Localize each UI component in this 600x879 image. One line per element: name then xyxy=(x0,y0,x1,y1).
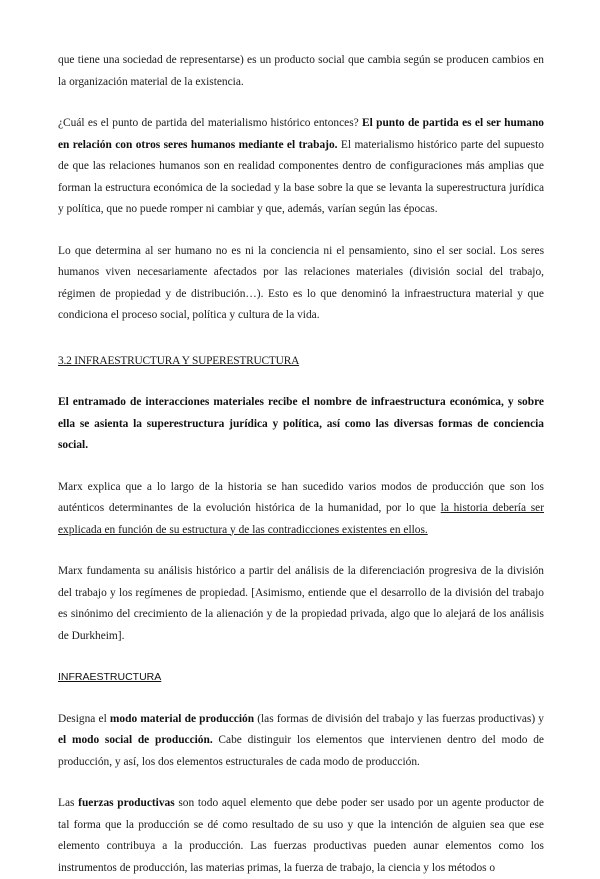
paragraph-infrastructure-definition xyxy=(58,392,544,457)
paragraph-mode-material xyxy=(58,709,544,774)
paragraph-mode-material-c: (las formas de división del trabajo y las fuerzas productivas) y xyxy=(254,712,544,725)
paragraph-productive-forces xyxy=(58,793,544,879)
paragraph-mode-material-e: Cabe distinguir los elementos que intervienen dentro del modo de producción, y así, los dos elementos estructurales de cada modo de producción. xyxy=(58,734,544,768)
paragraph-starting-point-bold: El punto de partida es el ser humano en relación con otros seres humanos mediante el trabajo. xyxy=(58,117,544,151)
paragraph-mode-material-bold-2: el modo social de producción. xyxy=(58,734,213,746)
paragraph-social-being: Lo que determina al ser humano no es ni la conciencia ni el pensamiento, sino el ser social. Los seres humanos viven necesariamente afectados por las relaciones materiales (división social del trabajo, régimen de propiedad y de distribución…). Esto es lo que denominó la infraestructura material y que condiciona el proceso social, política y cultura de la vida. xyxy=(58,244,544,321)
paragraph-modes-intro: Marx explica que a lo largo de la historia se han sucedido varios modos de producción que son los auténticos determinantes de la evolución histórica de la humanidad, por lo que xyxy=(58,480,544,514)
paragraph-productive-forces-a: Las xyxy=(58,797,79,809)
paragraph-infrastructure-definition-bold: El entramado de interacciones materiales recibe el nombre de infraestructura económica, y sobre ella se asienta la superestructura jurídica y política, así como las diversas formas de conciencia social. xyxy=(58,396,544,451)
paragraph-starting-point-intro: ¿Cuál es el punto de partida del materialismo histórico entonces? xyxy=(58,117,363,129)
paragraph-division-of-labour: Marx fundamenta su análisis histórico a partir del análisis de la diferenciación progresiva de la división del trabajo y los regímenes de propiedad. [Asimismo, entiende que el desarrollo de la división del trabajo es sinónimo del crecimiento de la alienación y de la propiedad privada, algo que lo alejará de los análisis de Durkheim]. xyxy=(58,565,544,642)
section-heading: 3.2 INFRAESTRUCTURA Y SUPERESTRUCTURA xyxy=(58,354,300,367)
paragraph-starting-point-rest: El materialismo histórico parte del supuesto de que las relaciones humanos son en realidad componentes dentro de configuraciones más amplias que forman la estructura económica de la sociedad y la base sobre la que se levanta la superestructura jurídica y política, que no puede romper ni cambiar y que, además, varían según las épocas. xyxy=(58,138,544,215)
paragraph-productive-forces-c: son todo aquel elemento que debe poder ser usado por un agente productor de tal forma que la producción se dé como resultado de su uso y que la intención de alguien sea que ese elemento contribuya a la producción. Las fuerzas productivas pueden aunar elementos como los instrumentos de producción, las materias primas, la fuerza de trabajo, la ciencia y los métodos o xyxy=(58,797,544,874)
paragraph-modes-underlined: la historia debería ser explicada en función de su estructura y de las contradicciones existentes en ellos. xyxy=(58,502,544,536)
paragraph-existence: que tiene una sociedad de representarse) es un producto social que cambia según se producen cambios en la organización material de la existencia. xyxy=(58,54,544,88)
paragraph-modes-of-production xyxy=(58,477,544,542)
paragraph-mode-material-a: Designa el xyxy=(58,712,110,725)
paragraph-starting-point xyxy=(58,113,544,221)
document-page xyxy=(58,50,544,879)
subheading-infraestructura: INFRAESTRUCTURA xyxy=(58,671,162,683)
paragraph-productive-forces-bold: fuerzas productivas xyxy=(78,797,175,809)
paragraph-mode-material-bold-1: modo material de producción xyxy=(109,712,255,725)
